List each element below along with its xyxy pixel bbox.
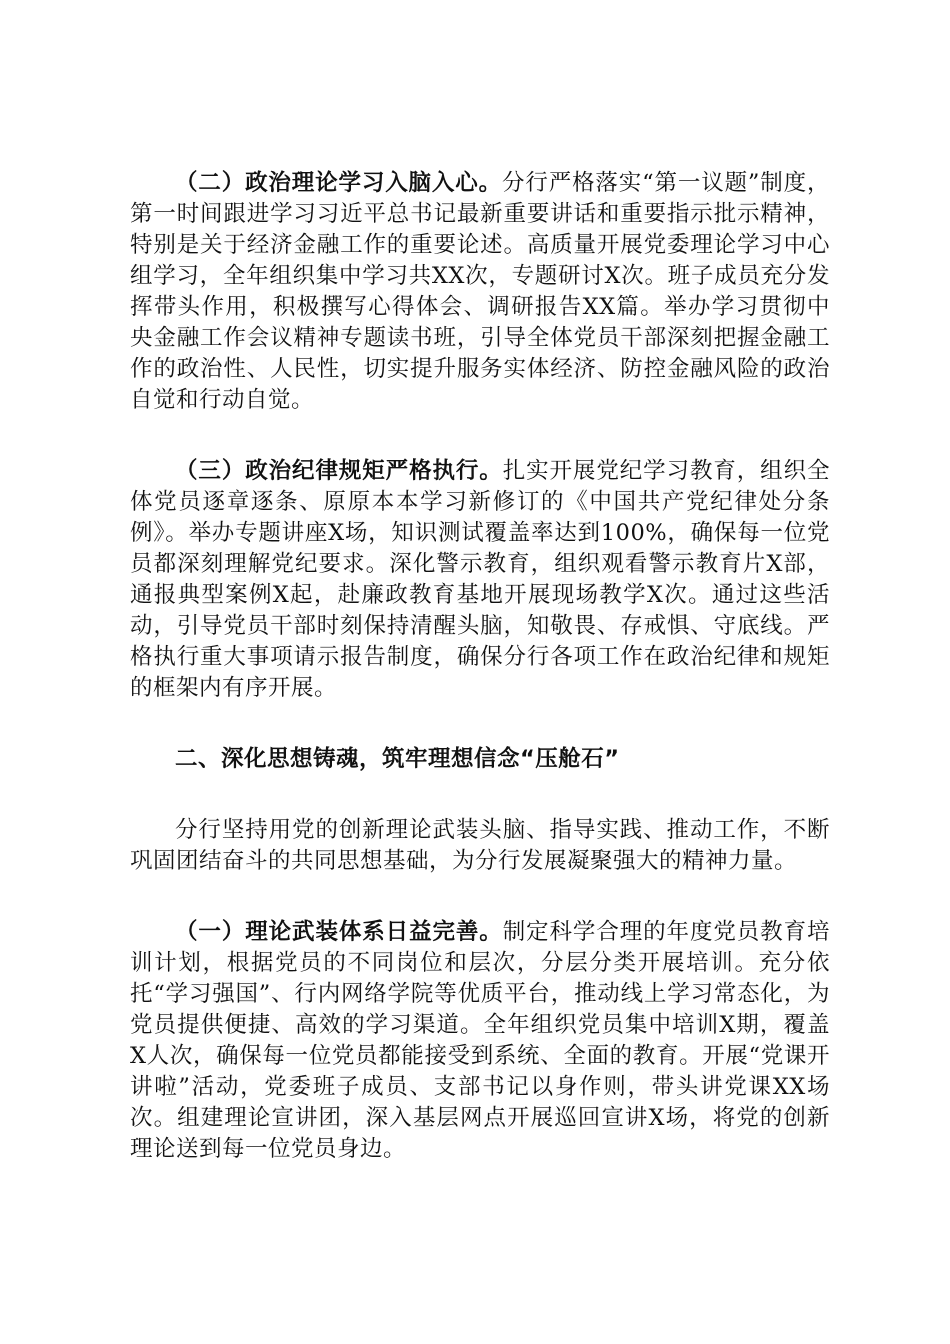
section-heading: 二、深化思想铸魂，筑牢理想信念“压舱石” xyxy=(175,746,620,772)
paragraph-lead: （二）政治理论学习入脑入心。 xyxy=(175,170,502,196)
paragraph-lead: （三）政治纪律规矩严格执行。 xyxy=(175,458,503,484)
paragraph-political-theory xyxy=(130,168,830,416)
paragraph-theory-system xyxy=(130,917,830,1165)
paragraph-body: 扎实开展党纪学习教育，组织全体党员逐章逐条、原原本本学习新修订的《中国共产党纪律处分条例》。举办专题讲座X场，知识测试覆盖率达到100%，确保每一位党员都深刻理解党纪要求。深化警示教育，组织观看警示教育片X部，通报典型案例X起，赴廉政教育基地开展现场教学X次。通过这些活动，引导党员干部时刻保持清醒头脑，知敬畏、存戒惧、守底线。严格执行重大事项请示报告制度，确保分行各项工作在政治纪律和规矩的框架内有序开展。 xyxy=(130,458,830,701)
paragraph-lead: （一）理论武装体系日益完善。 xyxy=(175,919,503,945)
section-intro: 分行坚持用党的创新理论武装头脑、指导实践、推动工作，不断巩固团结奋斗的共同思想基础，为分行发展凝聚强大的精神力量。 xyxy=(130,817,830,874)
paragraph-body: 分行严格落实“第一议题”制度，第一时间跟进学习习近平总书记最新重要讲话和重要指示批示精神，特别是关于经济金融工作的重要论述。高质量开展党委理论学习中心组学习，全年组织集中学习共XX次，专题研讨X次。班子成员充分发挥带头作用，积极撰写心得体会、调研报告XX篇。举办学习贯彻中央金融工作会议精神专题读书班，引导全体党员干部深刻把握金融工作的政治性、人民性，切实提升服务实体经济、防控金融风险的政治自觉和行动自觉。 xyxy=(130,170,830,413)
paragraph-political-discipline xyxy=(130,456,830,704)
document-page xyxy=(130,168,830,1165)
paragraph-body: 制定科学合理的年度党员教育培训计划，根据党员的不同岗位和层次，分层分类开展培训。充分依托“学习强国”、行内网络学院等优质平台，推动线上学习常态化，为党员提供便捷、高效的学习渠道。全年组织党员集中培训X期，覆盖X人次，确保每一位党员都能接受到系统、全面的教育。开展“党课开讲啦”活动，党委班子成员、支部书记以身作则，带头讲党课XX场次。组建理论宣讲团，深入基层网点开展巡回宣讲X场，将党的创新理论送到每一位党员身边。 xyxy=(130,919,830,1162)
